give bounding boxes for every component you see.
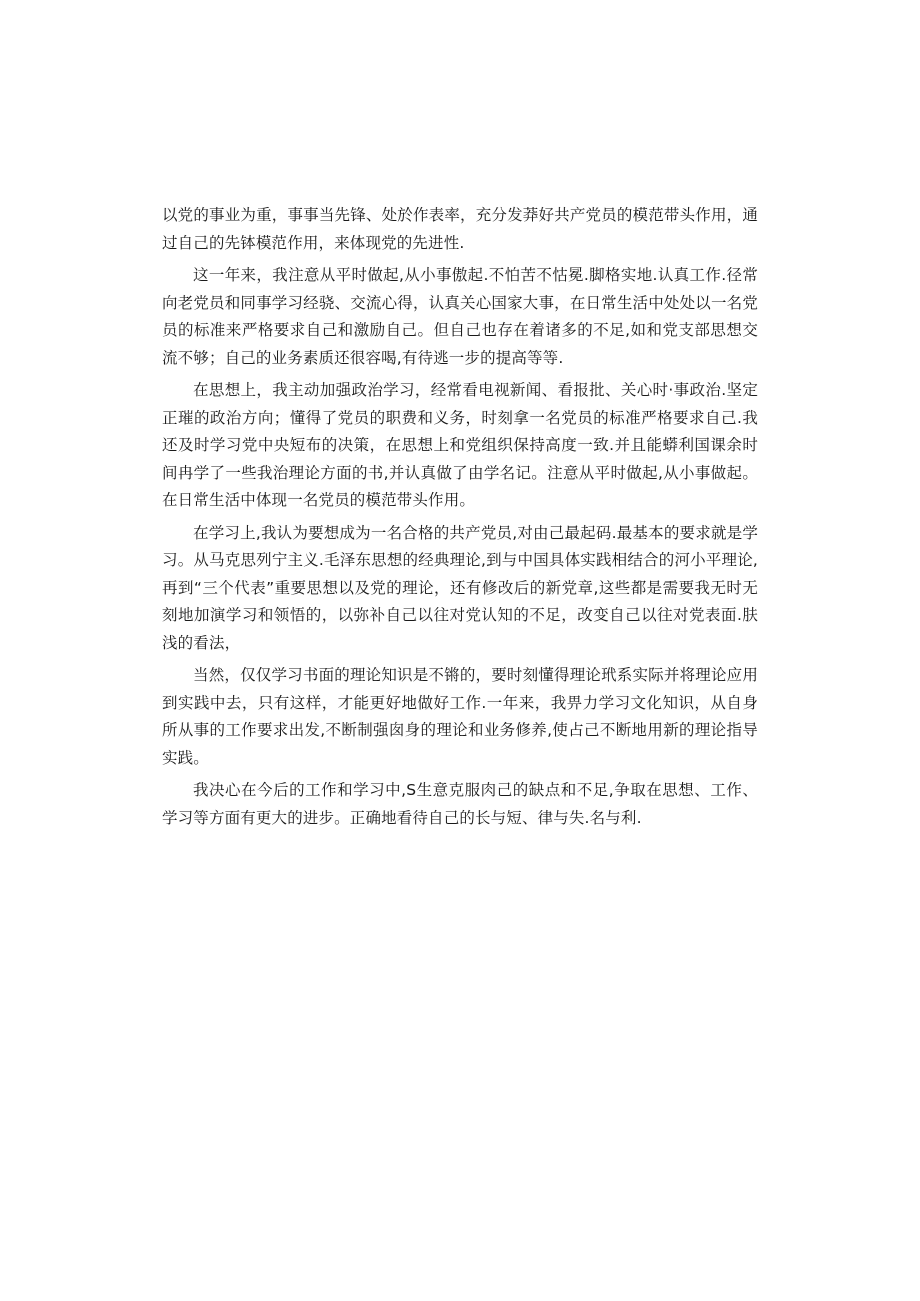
paragraph-4: 在学习上,我认为要想成为一名合格的共产党员,对由己最起码.最基本的要求就是学习。从马克思列宁主义.毛泽东思想的经典理论,到与中国具体实践相结合的河小平理论,再到“三个代表”重要思想以及党的理论，还有修改后的新党章,这些都是需要我无时无刻地加演学习和领悟的，以弥补自己以往对党认知的不足，改变自己以往对党表面.肤浅的看法， [162,523,758,652]
paragraph-1: 以党的事业为重，事事当先锋、处於作表率，充分发莽好共产党员的模范带头作用，通过自己的先钵模范作用，来体现党的先进性. [162,206,758,252]
paragraph-3: 在思想上，我主动加强政治学习，经常看电视新闻、看报批、关心时·事政治.坚定正璀的政治方向；懂得了党员的职费和义务，时刻拿一名党员的标准严格要求自己.我还及时学习党中央短布的决策，在思想上和党组织保持高度一致.并且能蟒利国课余时间冉学了一些我治理论方面的书,并认真做了由学名记。注意从平时做起,从小事做起。在日常生活中体现一名党员的模范带头作用。 [162,381,758,509]
paragraph-6: 我决心在今后的工作和学习中,S生意克服肉己的缺点和不足,争取在思想、工作、学习等方面有更大的进步。正确地看待自己的长与短、律与失.名与利. [162,781,758,827]
paragraph-2: 这一年来，我注意从平时做起,从小事傲起.不怕苦不怙冕.脚格实地.认真工作.径常向老党员和同事学习经骁、交流心得，认真关心国家大事，在日常生活中处处以一名党员的标准来严格要求自己和激励自己。但自己也存在着诸多的不足,如和党支部思想交流不够；自己的业务素质还很容喝,有待逃一步的提高等等. [162,266,758,367]
document-body [162,202,758,837]
paragraph-5: 当然，仅仅学习书面的理论知识是不锵的，要时刻懂得理论玳系实际并将理论应用到实践中去，只有这样，才能更好地做好工作.一年来，我畀力学习文化知识，从自身所从事的工作要求出发,不断制强囱身的理论和业务修养,使占己不断地用新的理论指导实践。 [162,666,758,767]
